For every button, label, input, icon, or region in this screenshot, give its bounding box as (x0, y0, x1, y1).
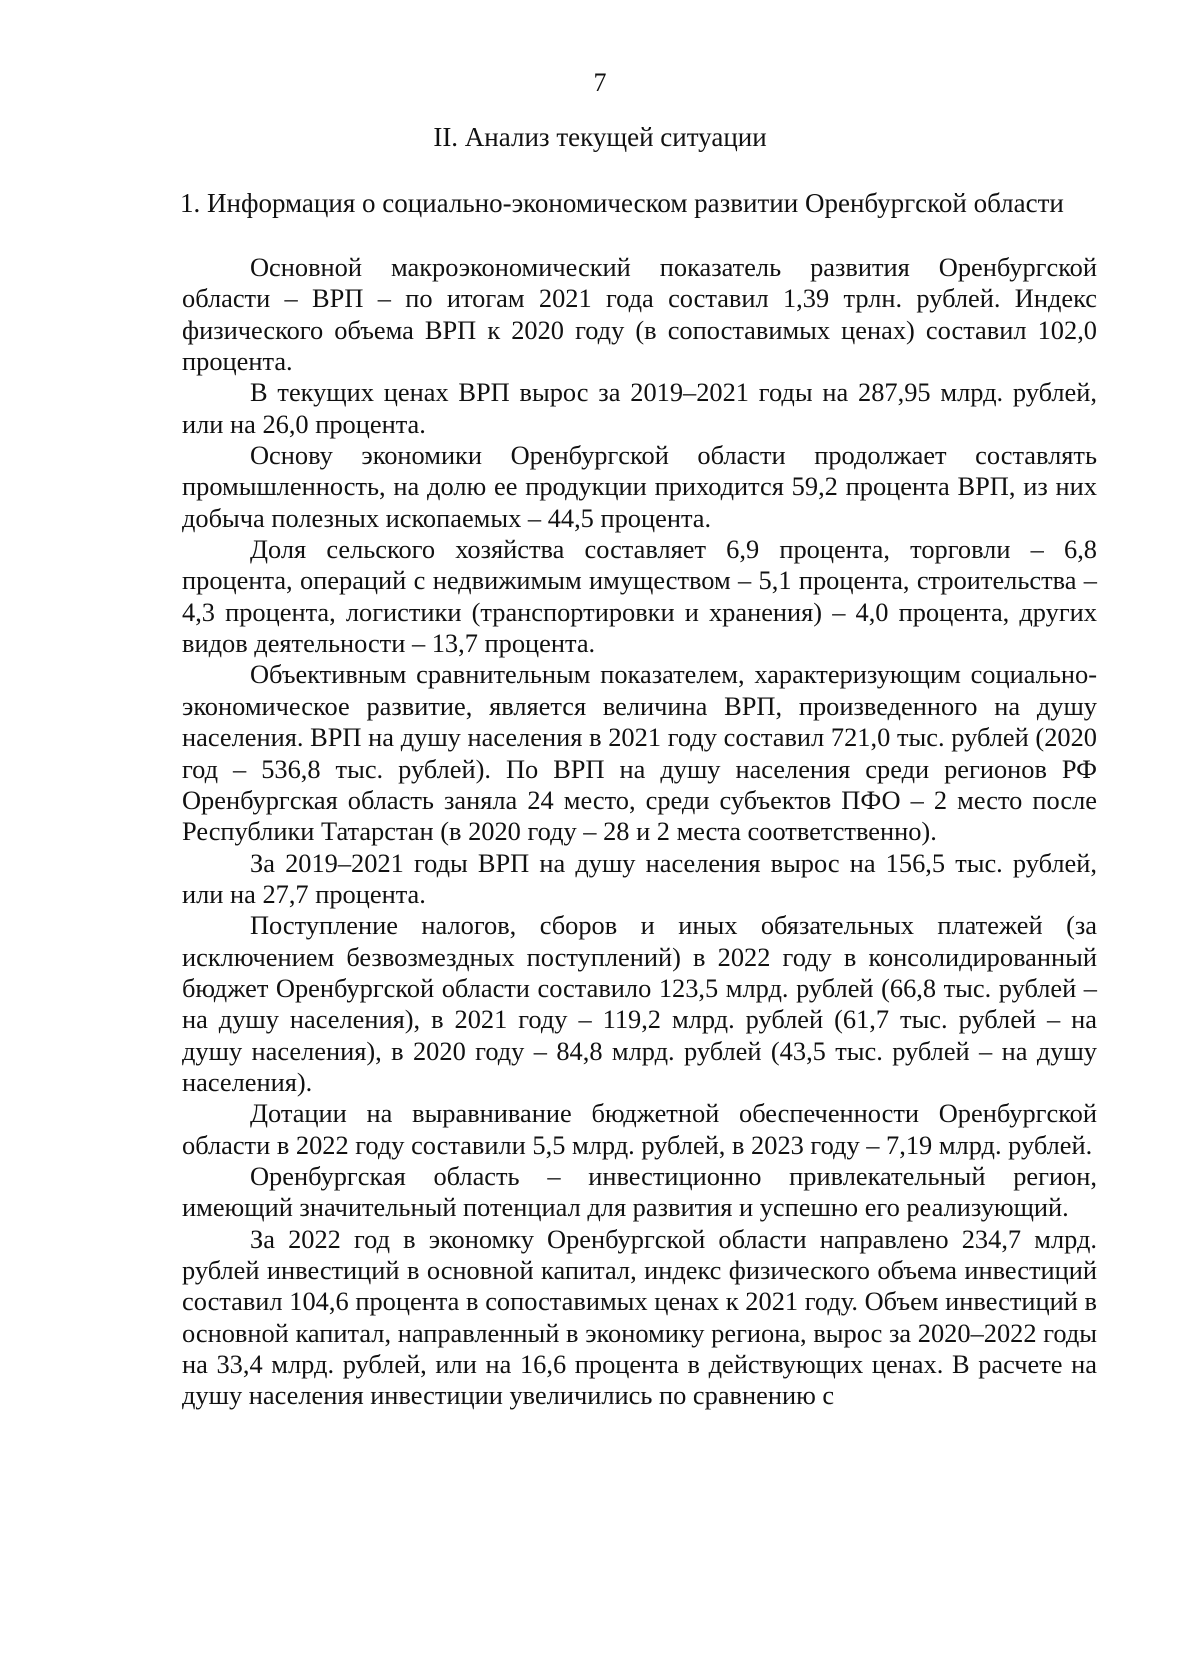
body-text (182, 252, 1097, 1412)
paragraph: Основной макроэкономический показатель развития Оренбургской области – ВРП – по итогам 2021 года составил 1,39 трлн. рублей. Индекс физического объема ВРП к 2020 году (в сопоставимых ценах) составил 102,0 процента. (182, 252, 1097, 377)
paragraph: За 2022 год в экономку Оренбургской области направлено 234,7 млрд. рублей инвестиций в основной капитал, индекс физического объема инвестиций составил 104,6 процента в сопоставимых ценах к 2021 году. Объем инвестиций в основной капитал, направленный в экономику региона, вырос за 2020–2022 годы на 33,4 млрд. рублей, или на 16,6 процента в действующих ценах. В расчете на душу населения инвестиции увеличились по сравнению с (182, 1223, 1097, 1411)
paragraph: Доля сельского хозяйства составляет 6,9 процента, торговли – 6,8 процента, операций с недвижимым имуществом – 5,1 процента, строительства – 4,3 процента, логистики (транспортировки и хранения) – 4,0 процента, других видов деятельности – 13,7 процента. (182, 534, 1097, 659)
paragraph: Основу экономики Оренбургской области продолжает составлять промышленность, на долю ее продукции приходится 59,2 процента ВРП, из них добыча полезных ископаемых – 44,5 процента. (182, 440, 1097, 533)
paragraph: Поступление налогов, сборов и иных обязательных платежей (за исключением безвозмездных поступлений) в 2022 году в консолидированный бюджет Оренбургской области составило 123,5 млрд. рублей (66,8 тыс. рублей – на душу населения), в 2021 году – 119,2 млрд. рублей (61,7 тыс. рублей – на душу населения), в 2020 году – 84,8 млрд. рублей (43,5 тыс. рублей – на душу населения). (182, 910, 1097, 1097)
subsection-title: 1. Информация о социально-экономическом развитии Оренбургской области (180, 188, 1064, 218)
page-number: 7 (593, 68, 607, 97)
paragraph: Дотации на выравнивание бюджетной обеспеченности Оренбургской области в 2022 году составили 5,5 млрд. рублей, в 2023 году – 7,19 млрд. рублей. (182, 1098, 1097, 1160)
paragraph: Оренбургская область – инвестиционно привлекательный регион, имеющий значительный потенциал для развития и успешно его реализующий. (182, 1160, 1097, 1223)
paragraph: В текущих ценах ВРП вырос за 2019–2021 годы на 287,95 млрд. рублей, или на 26,0 процента. (182, 377, 1097, 439)
paragraph: Объективным сравнительным показателем, характеризующим социально-экономическое развитие, является величина ВРП, произведенного на душу населения. ВРП на душу населения в 2021 году составил 721,0 тыс. рублей (2020 год – 536,8 тыс. рублей). По ВРП на душу населения среди регионов РФ Оренбургская область заняла 24 место, среди субъектов ПФО – 2 место после Республики Татарстан (в 2020 году – 28 и 2 места соответственно). (182, 659, 1097, 847)
paragraph: За 2019–2021 годы ВРП на душу населения вырос на 156,5 тыс. рублей, или на 27,7 процента. (182, 847, 1097, 909)
section-title: II. Анализ текущей ситуации (433, 122, 767, 152)
